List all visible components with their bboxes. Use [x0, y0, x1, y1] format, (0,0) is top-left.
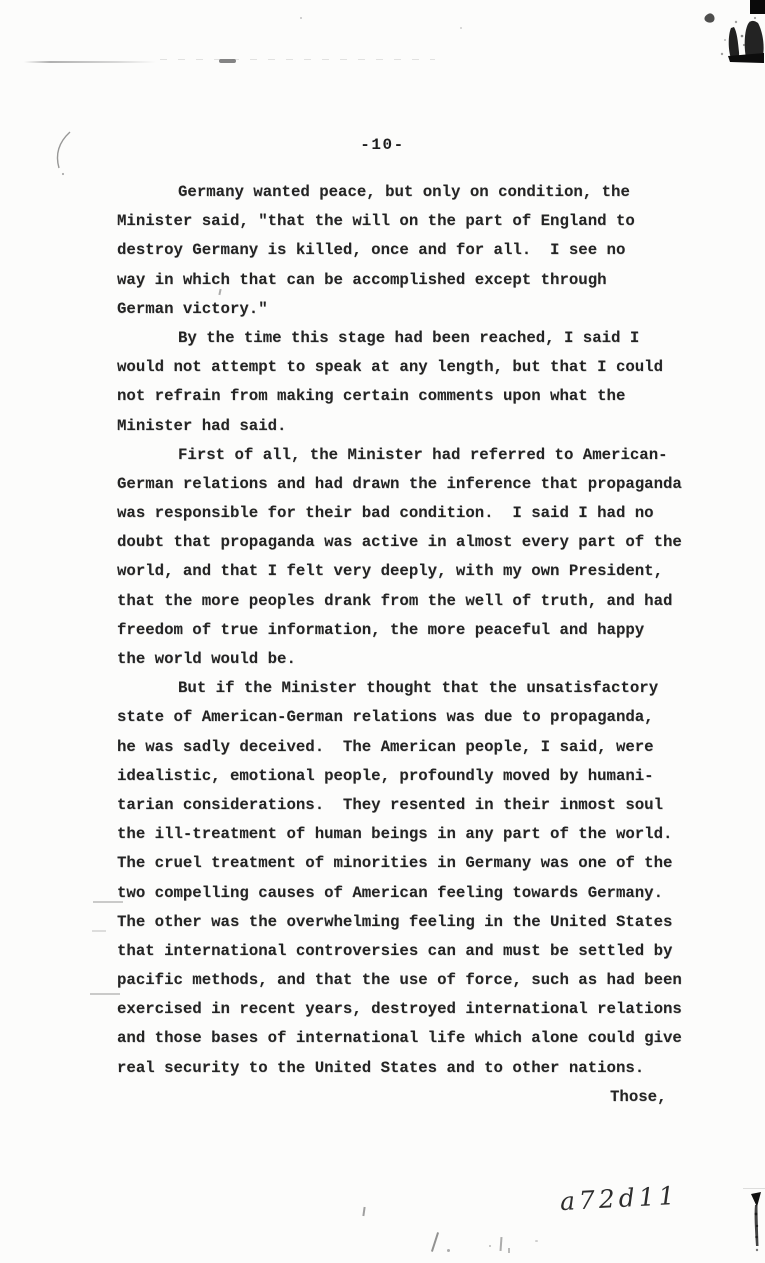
text-line: Minister had said. — [117, 416, 287, 435]
stray-mark-artifact — [508, 1248, 510, 1253]
page-number: -10- — [360, 136, 405, 154]
text-line: that international controversies can and must be settled by — [117, 941, 673, 960]
text-line: the ill-treatment of human beings in any part of the world. — [117, 825, 673, 844]
paragraph — [117, 441, 702, 675]
text-line: exercised in recent years, destroyed international relations — [117, 1000, 682, 1019]
paragraph — [117, 324, 702, 441]
text-line: By the time this stage had been reached, I said I — [178, 328, 640, 347]
pencil-underline-artifact — [93, 901, 123, 903]
text-line: the world would be. — [117, 650, 296, 668]
text-line: he was sadly deceived. The American people, I said, were — [117, 737, 654, 756]
ink-streak-artifact — [743, 1184, 765, 1259]
smudge-line-artifact — [24, 61, 156, 63]
paragraph — [117, 674, 702, 1083]
speck-artifact — [447, 1249, 450, 1252]
pencil-underline-artifact — [90, 993, 120, 995]
speck-artifact — [489, 1245, 491, 1247]
ink-blot-artifact — [700, 10, 765, 65]
text-line: freedom of true information, the more peaceful and happy — [117, 620, 645, 639]
text-line: Minister said, "that the will on the part of England to — [117, 212, 635, 231]
text-line: real security to the United States and to other nations. — [117, 1058, 645, 1077]
text-line: would not attempt to speak at any length, but that I could — [117, 358, 664, 377]
text-line: But if the Minister thought that the unsatisfactory — [178, 679, 659, 698]
text-line: and those bases of international life which alone could give — [117, 1029, 682, 1048]
text-line: destroy Germany is killed, once and for all. I see no — [117, 241, 626, 260]
text-line: two compelling causes of American feeling towards Germany. — [117, 883, 664, 902]
smudge-line-artifact — [160, 59, 435, 60]
text-line: The other was the overwhelming feeling in the United States — [117, 912, 673, 931]
text-line: The cruel treatment of minorities in Germany was one of the — [117, 854, 673, 873]
typescript — [117, 178, 702, 1112]
text-line: pacific methods, and that the use of force, such as had been — [117, 971, 682, 990]
pencil-underline-artifact — [92, 930, 106, 932]
text-line: was responsible for their bad condition. I said I had no — [117, 504, 654, 523]
text-line: German relations and had drawn the inference that propaganda — [117, 474, 682, 493]
smudge-dash-artifact — [219, 59, 236, 63]
text-line: world, and that I felt very deeply, with my own President, — [117, 562, 664, 581]
text-line: way in which that can be accomplished except through — [117, 270, 607, 289]
speck-artifact — [535, 1240, 538, 1242]
stray-mark-artifact — [362, 1207, 365, 1216]
text-line: doubt that propaganda was active in almost every part of the — [117, 533, 682, 552]
speck-artifact — [460, 27, 462, 29]
stray-mark-artifact — [500, 1237, 503, 1251]
text-line: Germany wanted peace, but only on condition, the — [178, 183, 630, 201]
catchword: Those, — [610, 1087, 667, 1106]
stray-mark-artifact — [431, 1232, 439, 1252]
typescript-body — [117, 178, 702, 1083]
text-line: First of all, the Minister had referred to American- — [178, 445, 668, 464]
text-line: German victory." — [117, 299, 268, 318]
text-line: not refrain from making certain comments upon what the — [117, 387, 626, 406]
text-line: state of American-German relations was due to propaganda, — [117, 708, 654, 727]
paragraph — [117, 178, 702, 324]
text-line: idealistic, emotional people, profoundly moved by humani- — [117, 766, 654, 785]
speck-artifact — [300, 17, 302, 19]
text-line: tarian considerations. They resented in their inmost soul — [117, 795, 664, 814]
handwritten-annotation: a72d11 — [559, 1180, 680, 1217]
text-line: that the more peoples drank from the well of truth, and had — [117, 591, 673, 610]
